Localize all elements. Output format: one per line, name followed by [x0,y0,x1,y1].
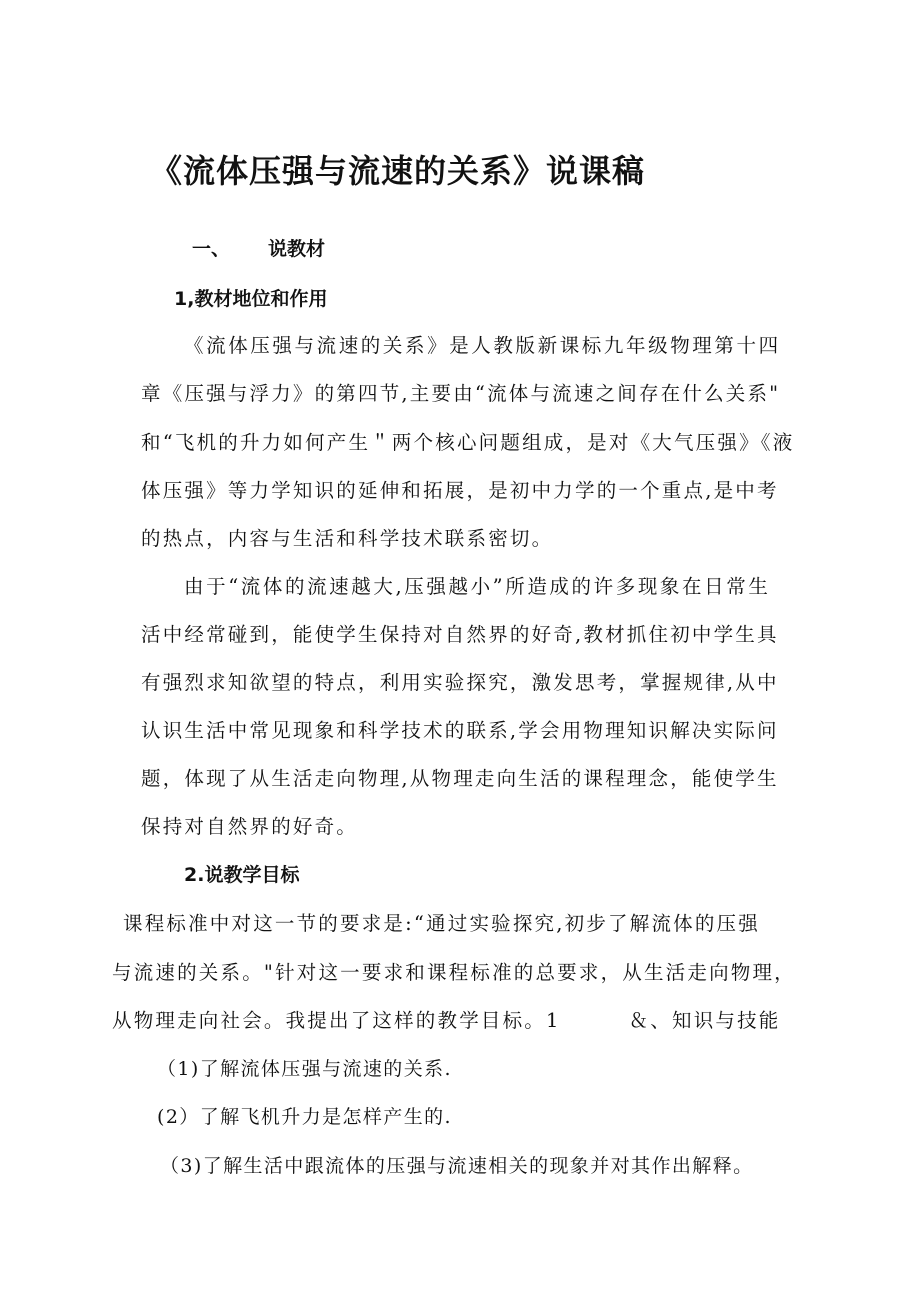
paragraph-line: 认识生活中常见现象和科学技术的联系,学会用物理知识解决实际问 [141,719,779,742]
objective-item: （1)了解流体压强与流速的关系. [157,1058,452,1080]
subsection-heading-1: 1,教材地位和作用 [174,288,328,310]
objective-item: (2）了解飞机升力是怎样产生的. [157,1106,452,1128]
paragraph-line: 和“飞机的升力如何产生＂两个核心问题组成，是对《大气压强》《液 [141,431,795,454]
paragraph-line: 章《压强与浮力》的第四节,主要由“流体与流速之间存在什么关系" [141,382,781,405]
paragraph-line: 有强烈求知欲望的特点，利用实验探究，激发思考，掌握规律,从中 [141,671,779,694]
paragraph-line: 的热点，内容与生活和科学技术联系密切。 [141,527,554,550]
paragraph-line: 保持对自然界的好奇。 [141,815,359,838]
paragraph-line: 与流速的关系。"针对这一要求和课程标准的总要求，从生活走向物理， [112,961,796,984]
document-title: 《流体压强与流速的关系》说课稿 [150,152,646,190]
section-title: 说教材 [268,238,326,260]
paragraph-line [112,1005,781,1033]
paragraph-line: 活中经常碰到，能使学生保持对自然界的好奇,教材抓住初中学生具 [141,623,779,646]
subsection-heading-2: 2.说教学目标 [184,864,300,886]
paragraph-line: 题，体现了从生活走向物理,从物理走向生活的课程理念，能使学生 [141,767,779,790]
paragraph-text: 从物理走向社会。我提出了这样的教学目标。1 [112,1009,561,1032]
paragraph-line: 由于“流体的流速越大,压强越小”所造成的许多现象在日常生 [184,575,771,598]
paragraph-line: 课程标准中对这一节的要求是:“通过实验探究,初步了解流体的压强 [123,912,760,935]
paragraph-line: 《流体压强与流速的关系》是人教版新课标九年级物理第十四 [184,334,781,357]
objective-category-label: ＆、知识与技能 [628,1009,781,1032]
section-heading [192,234,325,261]
section-number: 一、 [192,238,231,260]
paragraph-line: 体压强》等力学知识的延伸和拓展，是初中力学的一个重点,是中考 [141,479,779,502]
objective-item: （3)了解生活中跟流体的压强与流速相关的现象并对其作出解释。 [160,1155,754,1177]
